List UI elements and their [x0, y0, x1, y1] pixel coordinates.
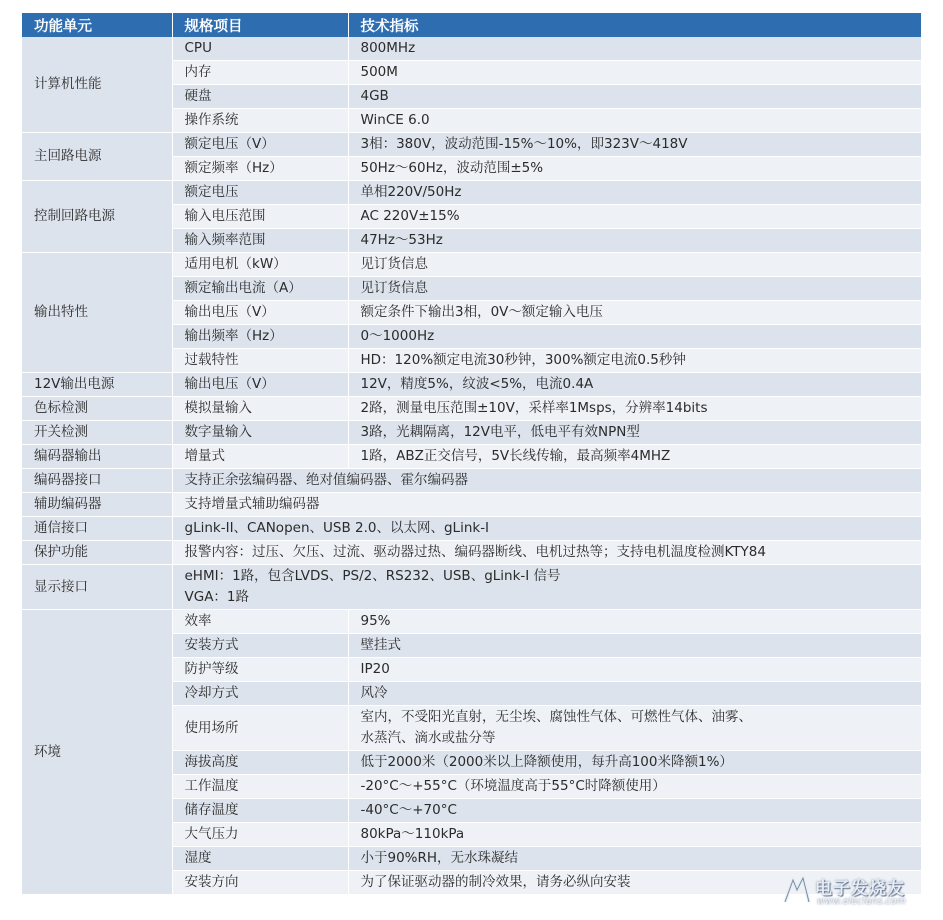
spec-line: 水蒸汽、滴水或盐分等 — [360, 730, 496, 746]
table-row — [22, 181, 921, 205]
spec-cell: 12V，精度5%，纹波<5%，电流0.4A — [348, 373, 921, 397]
item-cell: 硬盘 — [172, 85, 348, 109]
item-cell: 湿度 — [172, 847, 348, 871]
spec-line: VGA：1路 — [184, 589, 250, 605]
item-cell: 防护等级 — [172, 658, 348, 682]
spec-cell — [348, 706, 921, 751]
unit-cell: 色标检测 — [22, 397, 172, 421]
unit-cell: 保护功能 — [22, 541, 172, 565]
spec-cell: 单相220V/50Hz — [348, 181, 921, 205]
item-cell: CPU — [172, 37, 348, 61]
header-row — [22, 13, 921, 37]
table-row — [22, 517, 921, 541]
spec-cell: 3相：380V，波动范围-15%～10%，即323V～418V — [348, 133, 921, 157]
unit-cell: 12V输出电源 — [22, 373, 172, 397]
spec-cell: 3路，光耦隔离，12V电平，低电平有效NPN型 — [348, 421, 921, 445]
spec-line: 室内，不受阳光直射，无尘埃、腐蚀性气体、可燃性气体、油雾、 — [360, 709, 752, 725]
spec-cell: 小于90%RH，无水珠凝结 — [348, 847, 921, 871]
item-cell: 额定输出电流（A） — [172, 277, 348, 301]
unit-cell: 控制回路电源 — [22, 181, 172, 253]
table-row — [22, 610, 921, 634]
item-cell: 输入频率范围 — [172, 229, 348, 253]
table-row — [22, 493, 921, 517]
spec-cell: 4GB — [348, 85, 921, 109]
header-item: 规格项目 — [172, 13, 348, 37]
item-cell: 输出电压（V） — [172, 301, 348, 325]
table-row — [22, 373, 921, 397]
spec-cell: WinCE 6.0 — [348, 109, 921, 133]
item-cell: 安装方向 — [172, 871, 348, 895]
spec-cell: 风冷 — [348, 682, 921, 706]
spec-cell: AC 220V±15% — [348, 205, 921, 229]
spec-cell: 1路，ABZ正交信号，5V长线传输，最高频率4MHZ — [348, 445, 921, 469]
table-row — [22, 133, 921, 157]
unit-cell: 编码器输出 — [22, 445, 172, 469]
item-cell: 额定频率（Hz） — [172, 157, 348, 181]
table-row — [22, 37, 921, 61]
spec-cell: 见订货信息 — [348, 277, 921, 301]
item-cell: 额定电压（V） — [172, 133, 348, 157]
item-cell: 大气压力 — [172, 823, 348, 847]
spec-cell: 95% — [348, 610, 921, 634]
header-spec: 技术指标 — [348, 13, 921, 37]
item-cell: 安装方式 — [172, 634, 348, 658]
item-cell: 模拟量输入 — [172, 397, 348, 421]
unit-cell: 通信接口 — [22, 517, 172, 541]
spec-body — [22, 37, 921, 895]
unit-cell: 显示接口 — [22, 565, 172, 610]
item-cell: 增量式 — [172, 445, 348, 469]
merged-cell: 支持增量式辅助编码器 — [172, 493, 921, 517]
spec-cell: HD：120%额定电流30秒钟，300%额定电流0.5秒钟 — [348, 349, 921, 373]
spec-cell: 50Hz～60Hz，波动范围±5% — [348, 157, 921, 181]
unit-cell: 输出特性 — [22, 253, 172, 373]
item-cell: 操作系统 — [172, 109, 348, 133]
item-cell: 输出频率（Hz） — [172, 325, 348, 349]
spec-cell: 低于2000米（2000米以上降额使用，每升高100米降额1%） — [348, 751, 921, 775]
spec-cell: 500M — [348, 61, 921, 85]
table-row — [22, 469, 921, 493]
spec-cell: 800MHz — [348, 37, 921, 61]
spec-cell: IP20 — [348, 658, 921, 682]
watermark-title: 电子发烧友 — [815, 879, 905, 899]
table-row — [22, 565, 921, 610]
item-cell: 过载特性 — [172, 349, 348, 373]
spec-cell: -20°C～+55°C（环境温度高于55°C时降额使用） — [348, 775, 921, 799]
watermark-url: www.elecfans.com — [817, 896, 906, 907]
item-cell: 效率 — [172, 610, 348, 634]
item-cell: 输入电压范围 — [172, 205, 348, 229]
unit-cell: 计算机性能 — [22, 37, 172, 133]
unit-cell: 编码器接口 — [22, 469, 172, 493]
spec-cell: -40°C～+70°C — [348, 799, 921, 823]
spec-table — [22, 13, 922, 895]
table-row — [22, 445, 921, 469]
table-row — [22, 541, 921, 565]
item-cell: 工作温度 — [172, 775, 348, 799]
unit-cell: 辅助编码器 — [22, 493, 172, 517]
spec-cell: 80kPa～110kPa — [348, 823, 921, 847]
item-cell: 储存温度 — [172, 799, 348, 823]
item-cell: 内存 — [172, 61, 348, 85]
merged-cell: gLink-II、CANopen、USB 2.0、以太网、gLink-I — [172, 517, 921, 541]
spec-cell: 47Hz～53Hz — [348, 229, 921, 253]
unit-cell: 主回路电源 — [22, 133, 172, 181]
item-cell: 额定电压 — [172, 181, 348, 205]
merged-cell — [172, 565, 921, 610]
merged-cell: 支持正余弦编码器、绝对值编码器、霍尔编码器 — [172, 469, 921, 493]
spec-cell: 为了保证驱动器的制冷效果，请务必纵向安装 — [348, 871, 921, 895]
spec-cell: 额定条件下输出3相，0V～额定输入电压 — [348, 301, 921, 325]
unit-cell: 开关检测 — [22, 421, 172, 445]
item-cell: 海拔高度 — [172, 751, 348, 775]
spec-cell: 壁挂式 — [348, 634, 921, 658]
spec-cell: 2路，测量电压范围±10V，采样率1Msps，分辨率14bits — [348, 397, 921, 421]
item-cell: 输出电压（V） — [172, 373, 348, 397]
item-cell: 适用电机（kW） — [172, 253, 348, 277]
watermark — [779, 872, 929, 914]
item-cell: 数字量输入 — [172, 421, 348, 445]
item-cell: 使用场所 — [172, 706, 348, 751]
elecfans-logo-icon — [779, 876, 813, 906]
spec-cell: 见订货信息 — [348, 253, 921, 277]
spec-line: eHMI：1路，包含LVDS、PS/2、RS232、USB、gLink-I 信号 — [184, 568, 561, 584]
table-row — [22, 253, 921, 277]
header-unit: 功能单元 — [22, 13, 172, 37]
spec-cell: 0～1000Hz — [348, 325, 921, 349]
table-row — [22, 397, 921, 421]
unit-cell: 环境 — [22, 610, 172, 895]
merged-cell: 报警内容：过压、欠压、过流、驱动器过热、编码器断线、电机过热等；支持电机温度检测KTY84 — [172, 541, 921, 565]
item-cell: 冷却方式 — [172, 682, 348, 706]
table-row — [22, 421, 921, 445]
